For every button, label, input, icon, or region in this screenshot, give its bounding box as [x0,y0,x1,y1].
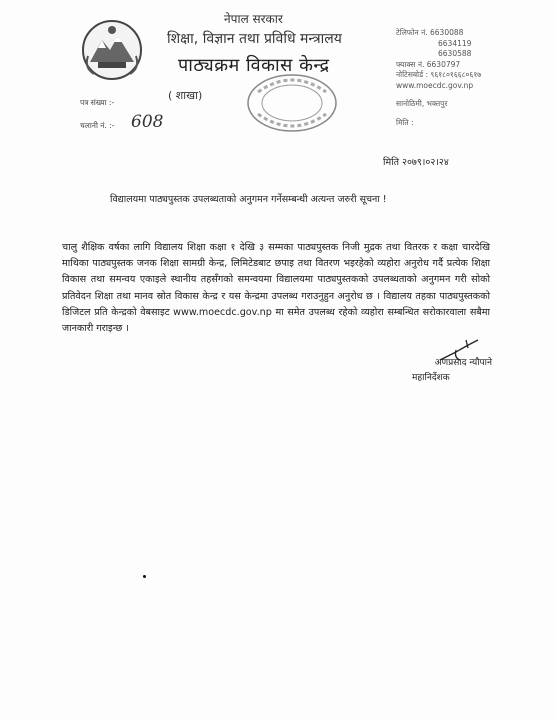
notice-line: नोटिसबोर्ड : ९६१८०१६६८०६१७ [396,70,482,79]
letter-date: मिति २०७९।०२।२४ [383,157,449,168]
phone-line-3: 6630588 [438,49,472,58]
fax-line: फ्याक्स नं. 6630797 [396,59,461,69]
scan-dot [143,575,146,578]
section-line: ( शाखा) [168,89,203,102]
letter-body: चालु शैक्षिक वर्षका लागि विद्यालय शिक्षा कक्षा १ देखि ३ सम्मका पाठ्यपुस्तक निजी मुद्रक तथा वितरक र कक्षा चारदेखि माथिका पाठ्यपुस्तक जनक शिक्षा सामग्री केन्द्र, लिमिटेडबाट छपाइ तथा वितरण भइरहेको व्यहोरा अनुरोध गर्दै प्रत्येक शिक्षा विकास तथा समन्वय एकाइले स्थानीय तहसँगको समन्वयमा विद्यालयमा पाठ्यपुस्तकको उपलब्धताको अनुगमन गरी सोको प्रतिवेदन शिक्षा तथा मानव स्रोत विकास केन्द्र र यस केन्द्रमा उपलब्ध गराउनुहुन अनुरोध छ । विद्यालय तहका पाठ्यपुस्तकको डिजिटल प्रति केन्द्रको वेबसाइट www.moecdc.gov.np मा समेत उपलब्ध रहेको व्यहोरा सम्बन्धित सरोकारवाला सबैमा जानकारी गराइन्छ । [62,242,490,335]
dispatch-number-value: 608 [131,112,164,132]
ministry-name: शिक्षा, विज्ञान तथा प्रविधि मन्त्रालय [167,31,342,47]
nepal-emblem-icon [80,18,144,82]
signer-designation: महानिर्देशक [412,373,450,383]
phone-line: टेलिफोन नं. 6630088 [396,28,464,37]
government-name: नेपाल सरकार [224,12,283,26]
round-office-stamp-icon [244,72,340,134]
letter-subject: विद्यालयमा पाठ्यपुस्तक उपलब्धताको अनुगमन गर्नेसम्बन्धी अत्यन्त जरुरी सूचना ! [110,194,387,205]
center-name: पाठ्यक्रम विकास केन्द्र [178,55,330,76]
signer-name: अणप्रसाद न्यौपाने [434,358,492,368]
phone-line-2: 6634119 [438,38,472,48]
address-line: सानोठिमी, भक्तपुर [396,99,448,108]
dispatch-number-label: चलानी नं. :- [80,121,115,130]
letter-number-label: पत्र संख्या :- [80,98,115,107]
contact-block [396,28,481,128]
website-line: www.moecdc.gov.np [396,80,474,90]
date-field-label: मिति : [396,117,414,127]
